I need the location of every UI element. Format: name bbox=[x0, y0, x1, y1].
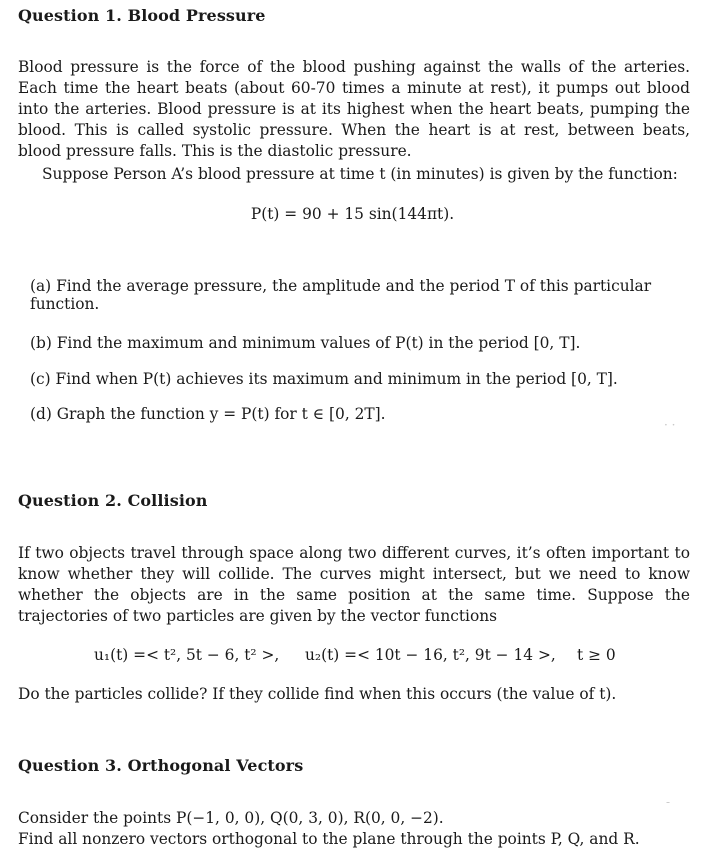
q3-line2: Find all nonzero vectors orthogonal to the plane through the points P, Q, and R. bbox=[18, 830, 640, 848]
q1-title: Question 1. Blood Pressure bbox=[18, 6, 266, 25]
scan-mark: ‑ bbox=[666, 795, 671, 809]
q2-intro: If two objects travel through space along two different curves, it’s often important to know whether they will collide. The curves might intersect, but we need to know whether the objects are in the same position at the same time. Suppose the trajectories of two particles are given by the vector functions bbox=[18, 544, 690, 625]
scan-mark: · · bbox=[664, 418, 676, 432]
q2-u2-equation: u₂(t) =< 10t − 16, t², 9t − 14 >, bbox=[305, 646, 556, 664]
q1-part-c: (c) Find when P(t) achieves its maximum and minimum in the period [0, T]. bbox=[30, 370, 618, 388]
q3-line1: Consider the points P(−1, 0, 0), Q(0, 3, 0), R(0, 0, −2). bbox=[18, 809, 444, 827]
q1-part-b: (b) Find the maximum and minimum values of P(t) in the period [0, T]. bbox=[30, 334, 581, 352]
q1-equation: P(t) = 90 + 15 sin(144πt). bbox=[250, 205, 455, 223]
q2-condition: t ≥ 0 bbox=[577, 646, 616, 664]
q2-u1-equation: u₁(t) =< t², 5t − 6, t² >, bbox=[94, 646, 280, 664]
q1-intro: Blood pressure is the force of the blood pushing against the walls of the arteries. Each time the heart beats (about 60-70 times a minute at rest), it pumps out blood into the arteries. Blood pressure is at its highest when the heart beats, pumping the blood. This is called systolic pressure. When the heart is at rest, between beats, blood pressure falls. This is the diastolic pressure. bbox=[18, 58, 690, 160]
q1-part-a: (a) Find the average pressure, the amplitude and the period T of this particular function. bbox=[30, 277, 652, 313]
q3-title: Question 3. Orthogonal Vectors bbox=[18, 756, 304, 775]
q1-part-d: (d) Graph the function y = P(t) for t ∈ [0, 2T]. bbox=[30, 405, 386, 423]
q2-title: Question 2. Collision bbox=[18, 491, 208, 510]
q1-suppose: Suppose Person A’s blood pressure at time t (in minutes) is given by the function: bbox=[42, 165, 678, 183]
q2-question: Do the particles collide? If they collide find when this occurs (the value of t). bbox=[18, 685, 617, 703]
